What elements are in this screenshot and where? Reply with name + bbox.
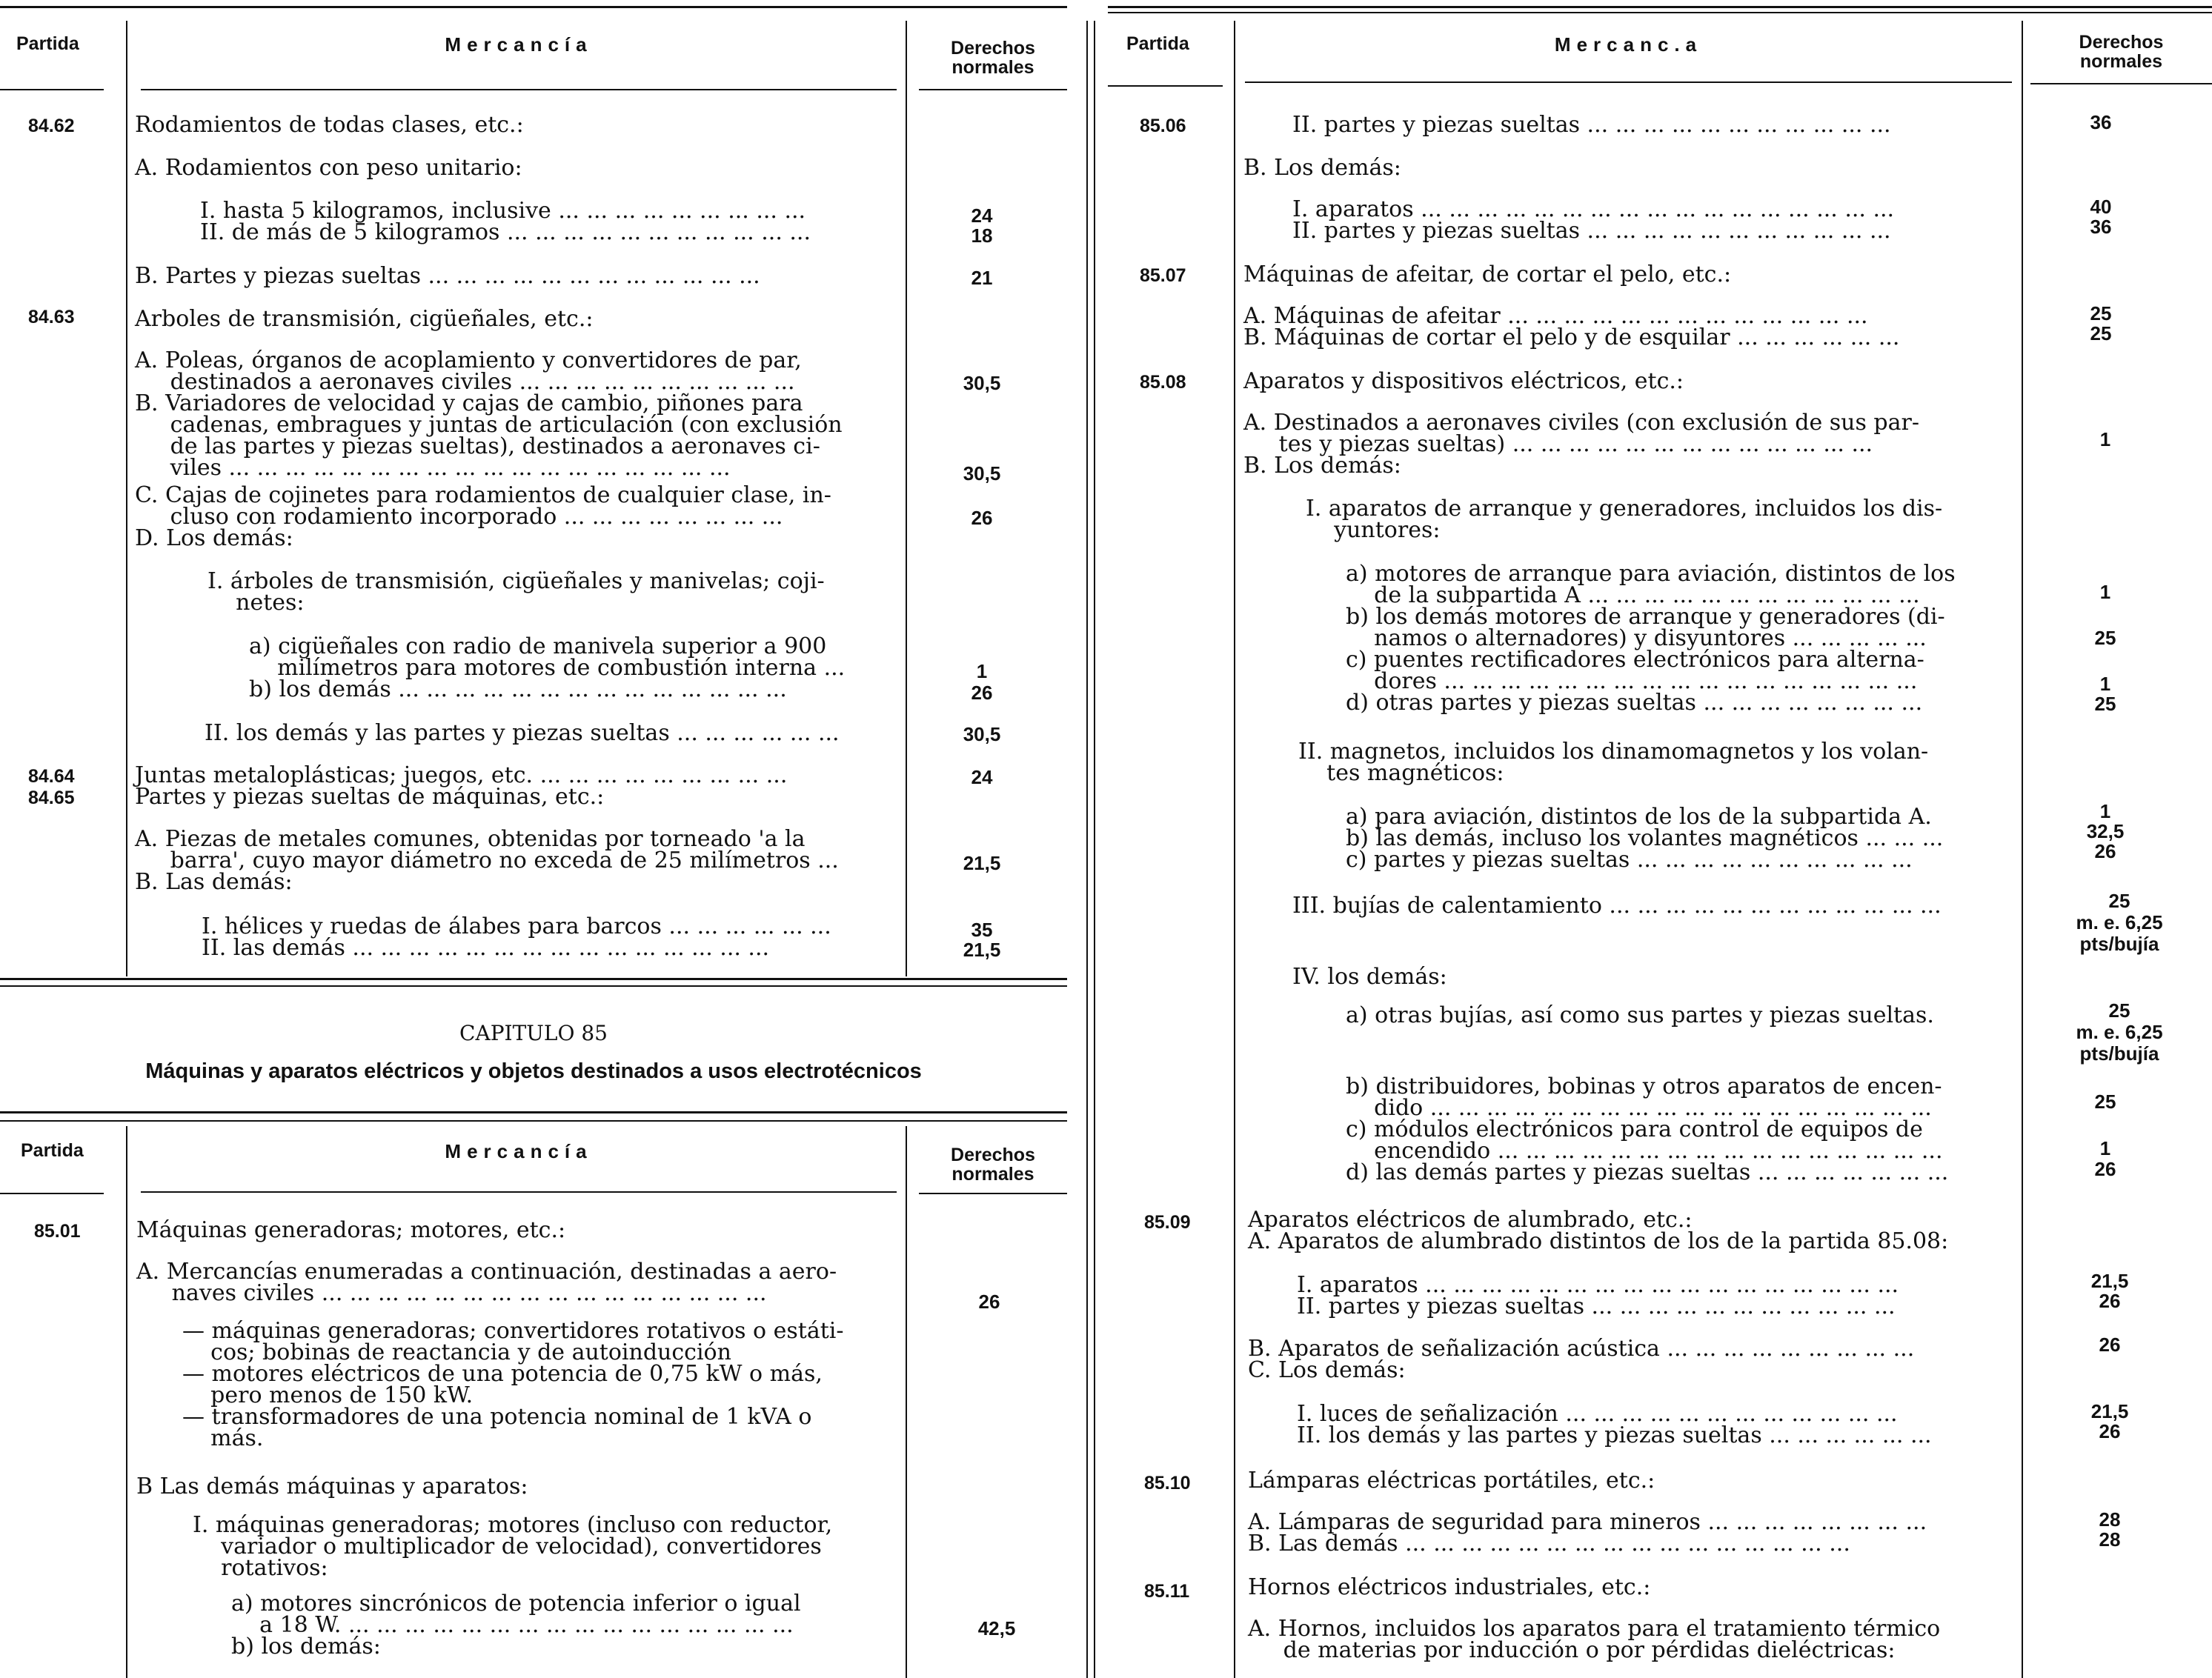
duty-value: 1 25 (2094, 673, 2116, 715)
duty-value: 35 21,5 (963, 919, 1001, 961)
entry-text: I. aparatos ... ... ... ... ... ... ... ... ... ... ... ... ... ... ... ... ... II. partes y piezas sueltas ... ... ... ... ... ... ... ... ... ... ... (1297, 1272, 1899, 1319)
partida-number: 85.10 (1144, 1473, 1191, 1494)
entry-text: A. Mercancías enumeradas a continuación, destinadas a aero- naves civiles ... ... ... ... ... ... ... ... ... ... ... ... ... ... ... ... (136, 1259, 837, 1306)
duty-value: 26 (2099, 1334, 2121, 1356)
chapter-subtitle: Máquinas y aparatos eléctricos y objetos destinados a usos electrotécnicos (145, 1059, 922, 1083)
duty-value: 25 (2094, 627, 2116, 649)
header-partida: Partida (1126, 33, 1189, 54)
duty-value: 24 (971, 766, 993, 788)
entry-text: Máquinas generadoras; motores, etc.: (136, 1217, 566, 1243)
column-rule (1234, 21, 1235, 1678)
entry-text: B. Variadores de velocidad y cajas de cambio, piñones para cadenas, embragues y juntas de articulación (con exclusión de las partes y piezas sueltas), destinados a aeronaves ci- viles ... ... ... ... ... ... ... ... ... ... ... ... ... ... ... ... ... ... (135, 390, 843, 481)
entry-text: IV. los demás: (1292, 964, 1447, 990)
header-underline (1108, 85, 1223, 87)
duty-value: 40 36 (2090, 196, 2112, 238)
entry-text: Rodamientos de todas clases, etc.: (135, 112, 524, 138)
entry-text: I. aparatos de arranque y generadores, incluidos los dis- yuntores: (1306, 496, 1943, 543)
entry-text: Arboles de transmisión, cigüeñales, etc.: (135, 306, 594, 332)
duty-value: 25 m. e. 6,25 pts/bujía (2076, 890, 2163, 955)
header-underline (141, 89, 897, 90)
duty-value: 24 18 (971, 204, 993, 247)
header-partida: Partida (16, 33, 79, 54)
partida-number: 84.62 (28, 116, 75, 136)
partida-number: 85.11 (1144, 1581, 1190, 1602)
partida-number: 84.64 84.65 (28, 766, 75, 808)
duty-value: 26 (971, 507, 993, 529)
entry-text: — máquinas generadoras; convertidores rotativos o estáti- cos; bobinas de reactancia y de autoinducción — motores eléctricos de una potencia de 0,75 kW o más, pero menos de 150 kW. — transformadores de una potencia nominal de 1 kVA o más. (182, 1318, 844, 1451)
column-rule (2022, 21, 2023, 1678)
entry-text: I. máquinas generadoras; motores (incluso con reductor, variador o multiplicador de velocidad), convertidores rotativos: (193, 1512, 833, 1581)
header-underline (1245, 81, 2012, 83)
header-underline (0, 1193, 104, 1194)
entry-text: I. luces de señalización ... ... ... ... ... ... ... ... ... ... ... ... II. los demás y las partes y piezas sueltas ... ... ... ... ... ... (1297, 1401, 1932, 1448)
header-derechos: Derechos normales (951, 38, 1035, 78)
entry-text: I. árboles de transmisión, cigüeñales y manivelas; coji- netes: (207, 568, 825, 616)
entry-text: Juntas metaloplásticas; juegos, etc. ... ... ... ... ... ... ... ... ... Partes y piezas sueltas de máquinas, etc.: (135, 762, 788, 810)
entry-text: B. Partes y piezas sueltas ... ... ... ... ... ... ... ... ... ... ... ... (135, 263, 760, 289)
duty-value: 30,5 (963, 723, 1001, 745)
entry-text: A. Destinados a aeronaves civiles (con exclusión de sus par- tes y piezas sueltas) ... ... ... ... ... ... ... ... ... ... ... ... ... B. Los demás: (1243, 410, 1919, 479)
entry-text: B. Los demás: (1243, 155, 1401, 181)
header-underline (141, 1191, 897, 1193)
top-rule (0, 6, 1067, 8)
header-underline (2030, 83, 2212, 84)
duty-value: 1 32,5 26 (2086, 800, 2125, 862)
header-underline (919, 1193, 1067, 1194)
entry-text: I. hasta 5 kilogramos, inclusive ... ... ... ... ... ... ... ... ... II. de más de 5 kilogramos ... ... ... ... ... ... ... ... ... ... ... (200, 198, 811, 245)
top-rule-thin (1108, 12, 2212, 13)
entry-text: a) para aviación, distintos de los de la subpartida A. b) las demás, incluso los volantes magnéticos ... ... ... c) partes y piezas sueltas ... ... ... ... ... ... ... ... ... ... (1346, 804, 1944, 873)
duty-value: 36 (2090, 111, 2112, 133)
top-rule (1108, 6, 2212, 8)
entry-text: A. Rodamientos con peso unitario: (135, 155, 522, 181)
entry-text: I. aparatos ... ... ... ... ... ... ... ... ... ... ... ... ... ... ... ... ... II. partes y piezas sueltas ... ... ... ... ... ... ... ... ... ... ... (1292, 196, 1895, 244)
duty-value: 25 25 (2090, 302, 2112, 344)
center-rule (1094, 21, 1095, 1678)
entry-text: II. magnetos, incluidos los dinamomagnetos y los volan- tes magnéticos: (1298, 739, 1929, 786)
entry-text: a) motores de arranque para aviación, distintos de los de la subpartida A ... ... ... ... ... ... ... ... ... ... ... ... b) los demás motores de arranque y generadores (di- namos o alternadores) y disyuntores ... ... ... ... ... c) puentes rectificadores electrónicos para alterna- dores ... ... ... ... ... ... ... ... ... ... ... ... ... ... ... ... ... d) otras partes y piezas sueltas ... ... ... ... ... ... ... ... (1346, 561, 1956, 716)
entry-text: II. los demás y las partes y piezas sueltas ... ... ... ... ... ... (205, 720, 840, 746)
duty-value: 21 (971, 267, 993, 289)
entry-text: C. Cajas de cojinetes para rodamientos de cualquier clase, in- cluso con rodamiento incorporado ... ... ... ... ... ... ... ... D. Los demás: (135, 482, 831, 551)
chapter-rule (0, 1120, 1067, 1122)
column-rule (906, 1126, 907, 1678)
duty-value: 21,5 (963, 852, 1001, 874)
header-partida: Partida (21, 1140, 84, 1161)
chapter-rule (0, 978, 1067, 980)
entry-text: A. Piezas de metales comunes, obtenidas por torneado 'a la barra', cuyo mayor diámetro no exceda de 25 milímetros ... B. Las demás: (135, 826, 839, 895)
entry-text: III. bujías de calentamiento ... ... ... ... ... ... ... ... ... ... ... ... (1292, 893, 1942, 919)
duty-value: 1 (2099, 581, 2111, 603)
entry-text: B Las demás máquinas y aparatos: (136, 1474, 528, 1499)
duty-value: 26 (978, 1291, 1000, 1313)
entry-text: a) otras bujías, así como sus partes y piezas sueltas. (1346, 1002, 1934, 1028)
column-rule (906, 21, 907, 976)
header-mercancia: Mercancía (445, 1140, 593, 1162)
partida-number: 85.09 (1144, 1212, 1191, 1233)
chapter-rule (0, 985, 1067, 987)
entry-text: a) motores sincrónicos de potencia inferior o igual a 18 W. ... ... ... ... ... ... ... ... ... ... ... ... ... ... ... ... b) los demás: (231, 1591, 801, 1659)
column-rule (126, 21, 127, 976)
duty-value: 30,5 (963, 372, 1001, 394)
entry-text: Lámparas eléctricas portátiles, etc.: (1248, 1468, 1655, 1494)
header-derechos: Derechos normales (2079, 32, 2164, 72)
partida-number: 84.63 (28, 307, 75, 327)
entry-text: Aparatos y dispositivos eléctricos, etc.: (1243, 368, 1684, 394)
chapter-title: CAPITULO 85 (459, 1021, 608, 1045)
duty-value: 28 28 (2099, 1508, 2121, 1551)
duty-value: 42,5 (977, 1617, 1016, 1639)
entry-text: II. partes y piezas sueltas ... ... ... ... ... ... ... ... ... ... ... (1292, 112, 1891, 138)
entry-text: B. Aparatos de señalización acústica ... ... ... ... ... ... ... ... ... C. Los demás: (1248, 1336, 1915, 1383)
partida-number: 85.01 (34, 1221, 81, 1242)
chapter-rule (0, 1111, 1067, 1113)
entry-text: A. Poleas, órganos de acoplamiento y convertidores de par, destinados a aeronaves civiles ... ... ... ... ... ... ... ... ... ... (135, 347, 802, 395)
entry-text: a) cigüeñales con radio de manivela superior a 900 milímetros para motores de combustión interna ... b) los demás ... ... ... ... ... ... ... ... ... ... ... ... ... ... (249, 633, 846, 702)
duty-value: 1 26 (971, 660, 993, 704)
entry-text: Hornos eléctricos industriales, etc.: (1248, 1574, 1651, 1600)
duty-value: 25 (2094, 1091, 2116, 1113)
entry-text: A. Máquinas de afeitar ... ... ... ... ... ... ... ... ... ... ... ... ... B. Máquinas de cortar el pelo y de esquilar ... ... ... ... ... ... (1243, 303, 1900, 350)
duty-value: 21,5 26 (2090, 1400, 2129, 1442)
partida-number: 85.07 (1140, 265, 1186, 286)
header-mercancia: Mercancía (445, 33, 593, 56)
partida-number: 85.08 (1140, 372, 1186, 393)
header-underline (919, 89, 1067, 90)
column-rule (126, 1126, 127, 1678)
duty-value: 25 m. e. 6,25 pts/bujía (2076, 999, 2163, 1065)
duty-value: 30,5 (963, 462, 1001, 485)
entry-text: Máquinas de afeitar, de cortar el pelo, etc.: (1243, 262, 1732, 287)
header-derechos: Derechos normales (951, 1145, 1035, 1185)
duty-value: 1 (2099, 428, 2111, 450)
entry-text: Aparatos eléctricos de alumbrado, etc.: A. Aparatos de alumbrado distintos de los de la partida 85.08: (1248, 1207, 1949, 1254)
partida-number: 85.06 (1140, 116, 1186, 136)
duty-value: 1 26 (2094, 1137, 2116, 1180)
entry-text: I. hélices y ruedas de álabes para barcos ... ... ... ... ... ... II. las demás ... ... ... ... ... ... ... ... ... ... ... ... ... ... ... (202, 913, 831, 961)
entry-text: A. Lámparas de seguridad para mineros ... ... ... ... ... ... ... ... B. Las demás ... ... ... ... ... ... ... ... ... ... ... ... ... ... ... ... (1248, 1509, 1927, 1557)
entry-text: A. Hornos, incluidos los aparatos para el tratamiento térmico de materias por inducción o por pérdidas dieléctricas: (1248, 1616, 1941, 1663)
entry-text: b) distribuidores, bobinas y otros aparatos de encen- dido ... ... ... ... ... ... ... ... ... ... ... ... ... ... ... ... ... ... c) módulos electrónicos para control de equipos de encendido ... ... ... ... ... ... ... ... ... ... ... ... ... ... ... ... d) las demás partes y piezas sueltas ... ... ... ... ... ... ... (1346, 1073, 1949, 1185)
header-underline (0, 89, 104, 90)
header-mercancia: Mercanc.a (1554, 33, 1703, 56)
center-rule (1086, 21, 1088, 1678)
duty-value: 21,5 26 (2090, 1270, 2129, 1312)
